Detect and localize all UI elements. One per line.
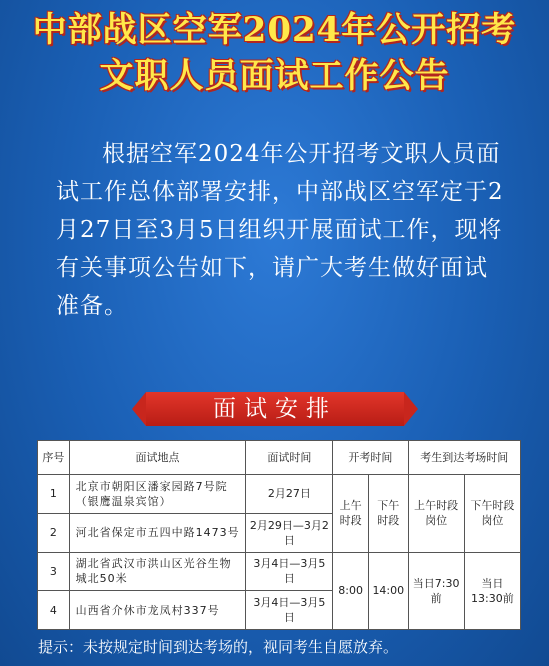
morning-label: 上午时段: [333, 475, 369, 553]
row-index: 2: [38, 513, 70, 552]
row-place: 北京市朝阳区潘家园路7号院（银鹰温泉宾馆）: [69, 475, 246, 514]
schedule-table: [37, 440, 521, 630]
afternoon-label: 下午时段: [369, 475, 409, 553]
table-row: [38, 475, 521, 514]
intro-paragraph: 根据空军2024年公开招考文职人员面试工作总体部署安排，中部战区空军定于2月27日至3月5日组织开展面试工作，现将有关事项公告如下，请广大考生做好面试准备。: [56, 141, 504, 319]
row-place: 湖北省武汉市洪山区光谷生物城北50米: [69, 552, 246, 591]
header-arrive-time: 考生到达考场时间: [408, 441, 520, 475]
page-title-line1: 中部战区空军2024年公开招考: [32, 10, 517, 50]
row-place: 山西省介休市龙凤村337号: [69, 591, 246, 630]
footer-notice: 提示：未按规定时间到达考场的，视同考生自愿放弃。: [38, 638, 399, 656]
row-date: 2月29日—3月2日: [246, 513, 333, 552]
table-row: [38, 552, 521, 591]
schedule-table-container: [37, 440, 521, 630]
header-place: 面试地点: [69, 441, 246, 475]
header-exam-time: 开考时间: [333, 441, 408, 475]
row-index: 4: [38, 591, 70, 630]
row-date: 3月4日—3月5日: [246, 552, 333, 591]
row-place: 河北省保定市五四中路1473号: [69, 513, 246, 552]
header-index: 序号: [38, 441, 70, 475]
morning-time: 8:00: [333, 552, 369, 630]
afternoon-arrive-label: 下午时段岗位: [464, 475, 520, 553]
morning-arrive-label: 上午时段岗位: [408, 475, 464, 553]
afternoon-time: 14:00: [369, 552, 409, 630]
morning-arrive: 当日7:30前: [408, 552, 464, 630]
afternoon-arrive: 当日13:30前: [464, 552, 520, 630]
row-index: 3: [38, 552, 70, 591]
row-date: 3月4日—3月5日: [246, 591, 333, 630]
row-index: 1: [38, 475, 70, 514]
page-title-line2: 文职人员面试工作公告: [99, 56, 450, 96]
header-date: 面试时间: [246, 441, 333, 475]
section-banner: 面试安排: [146, 392, 404, 426]
row-date: 2月27日: [246, 475, 333, 514]
